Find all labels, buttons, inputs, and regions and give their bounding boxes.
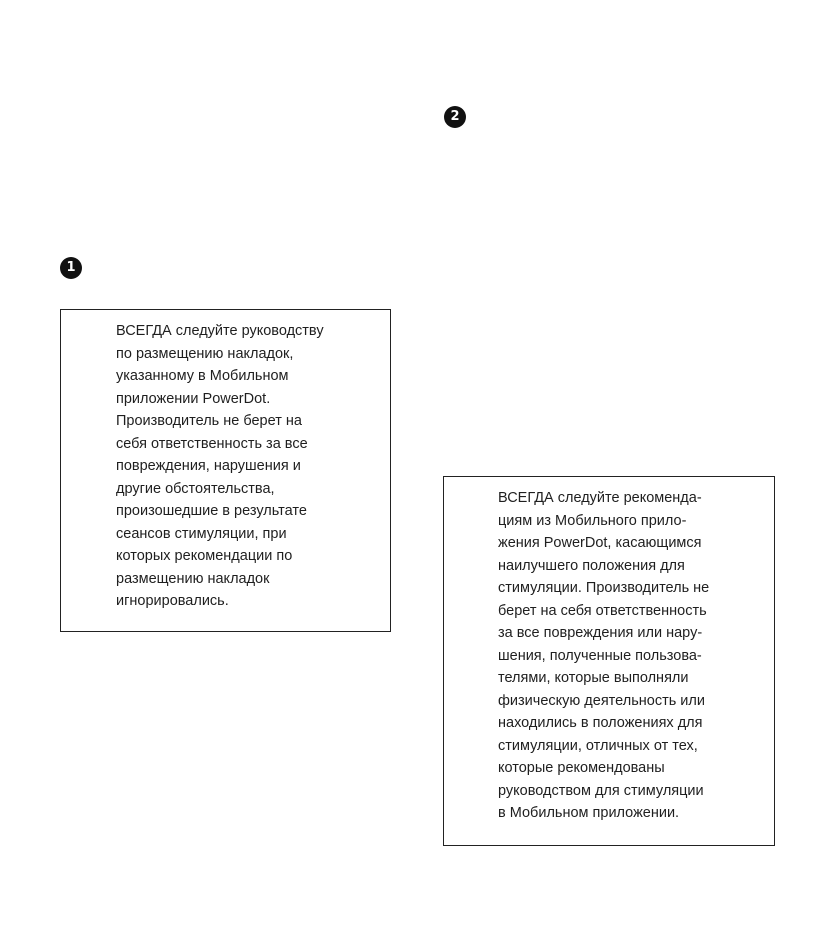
pad-placement-notice [60,309,391,632]
stimulation-position-notice [443,476,775,846]
stimulation-position-notice-text: ВСЕГДА следуйте рекоменда- циям из Мобильного прило- жения PowerDot, касающимся наилучшего положения для стимуляции. Производитель не берет на себя ответственность за все повреждения или нару- шения, полученные пользова- телями, которые выполняли физическую деятельность или находились в положениях для стимуляции, отличных от тех, которые рекомендованы руководством для стимуляции в Мобильном приложении. [498,490,710,821]
pad-placement-notice-text: ВСЕГДА следуйте руководству по размещению накладок, указанному в Мобильном приложении PowerDot. Производитель не берет на себя ответственность за все повреждения, нарушения и другие обстоятельства, произошедшие в результате сеансов стимуляции, при которых рекомендации по размещению накладок игнорировались. [116,323,324,609]
step-2-marker: 2 [444,106,466,128]
step-1-marker: 1 [60,257,82,279]
